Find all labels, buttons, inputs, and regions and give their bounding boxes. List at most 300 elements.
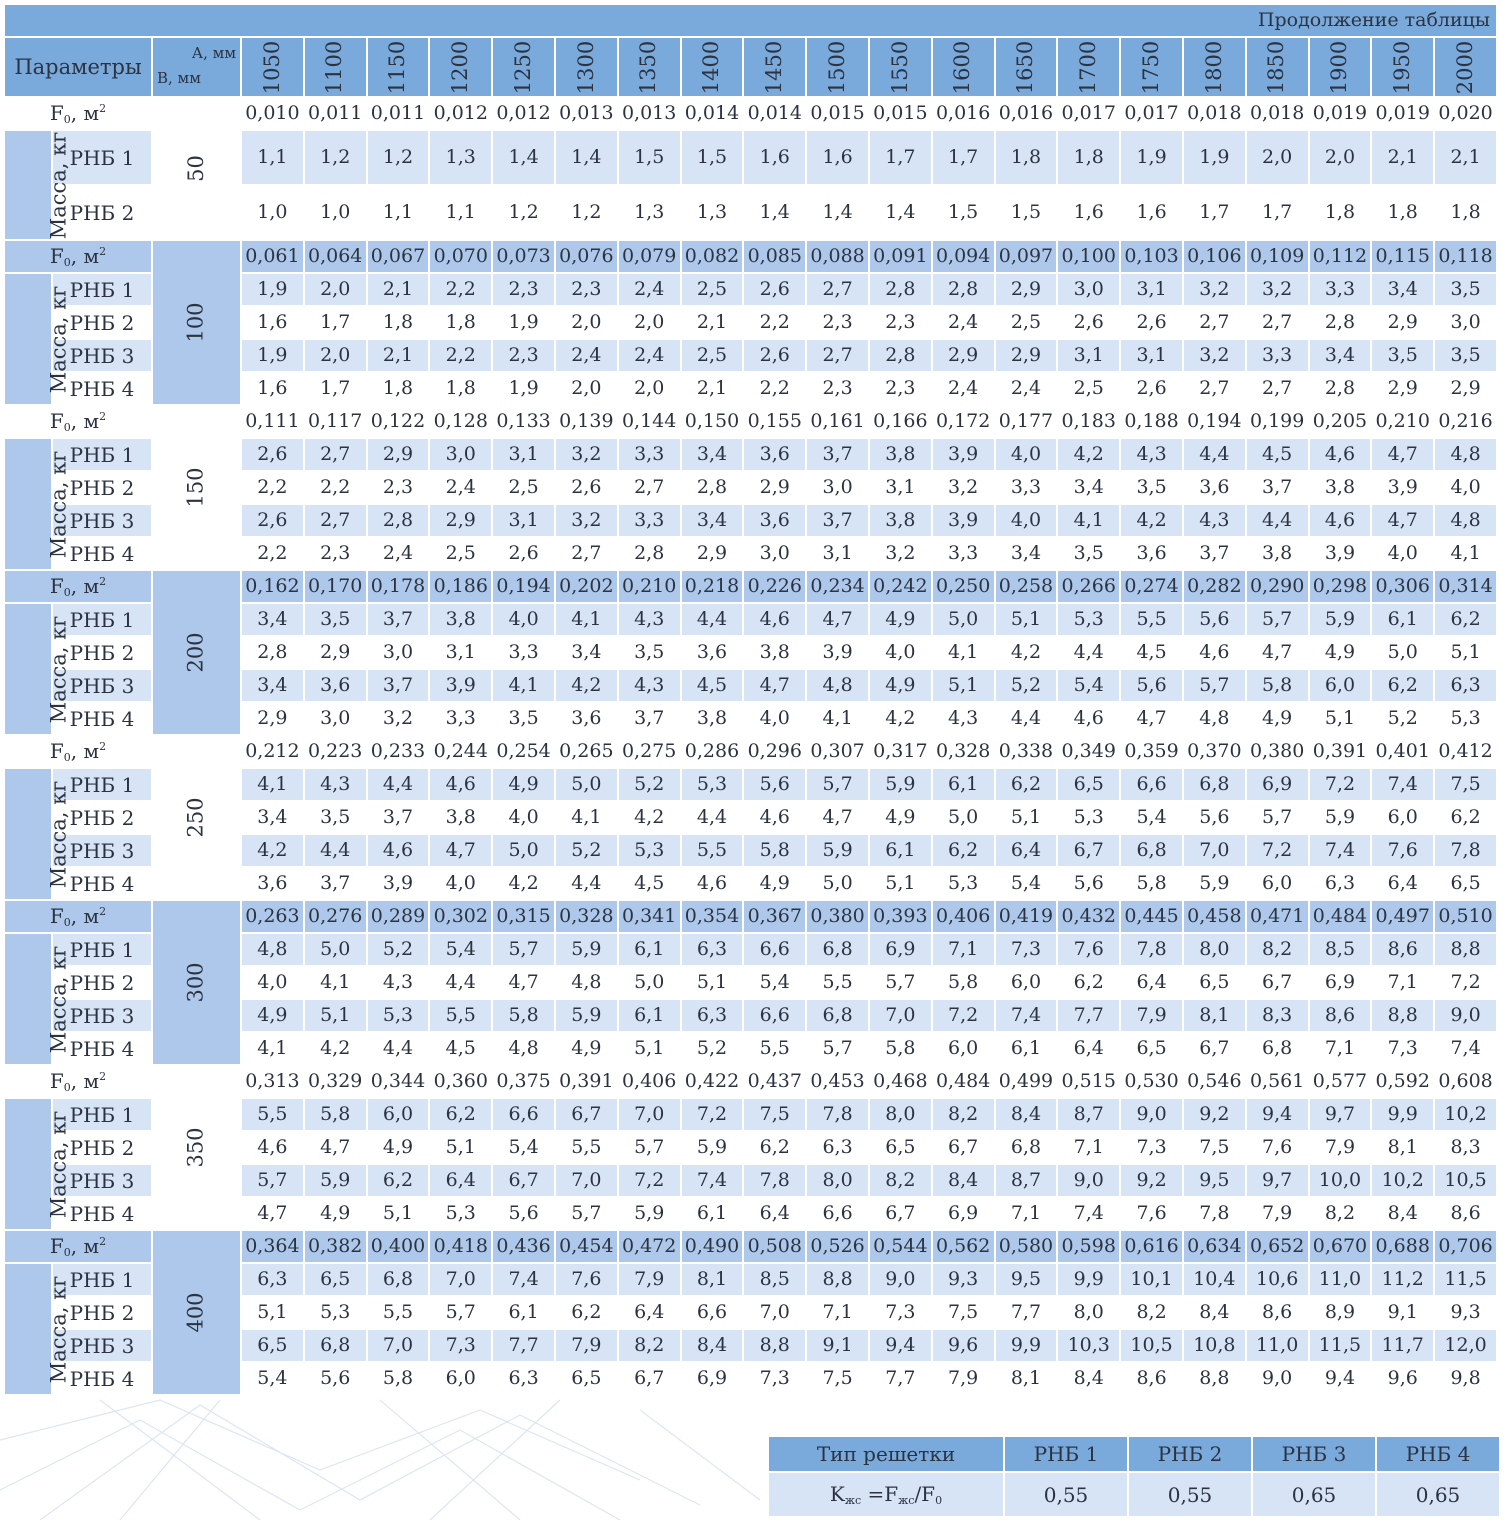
f0-unit: , м <box>70 243 100 268</box>
mass-value: 8,8 <box>1434 933 1497 966</box>
mass-value: 3,0 <box>1434 306 1497 339</box>
mass-label: Масса, кг <box>46 615 71 723</box>
mass-value: 1,5 <box>618 130 681 185</box>
mass-value: 4,0 <box>492 603 555 636</box>
mass-value: 7,5 <box>743 1098 806 1131</box>
mass-value: 8,4 <box>995 1098 1058 1131</box>
a-value-header <box>743 37 806 97</box>
mass-value: 8,4 <box>1057 1362 1120 1395</box>
f0-value: 0,139 <box>555 405 618 438</box>
mass-value: 3,7 <box>806 504 869 537</box>
a-value-header <box>1309 37 1372 97</box>
mass-value: 2,0 <box>555 372 618 405</box>
mass-value: 2,6 <box>555 471 618 504</box>
mass-value: 5,1 <box>995 603 1058 636</box>
mass-value: 7,1 <box>806 1296 869 1329</box>
f0-unit: , м <box>70 408 100 433</box>
mass-value: 3,0 <box>367 636 430 669</box>
mass-value: 4,8 <box>1183 702 1246 735</box>
mass-value: 5,9 <box>304 1164 367 1197</box>
mass-value: 4,0 <box>1434 471 1497 504</box>
f0-value: 0,634 <box>1183 1230 1246 1263</box>
mass-value: 1,4 <box>869 185 932 240</box>
mass-value: 2,2 <box>241 471 304 504</box>
mass-value: 3,0 <box>304 702 367 735</box>
mass-value: 4,7 <box>806 603 869 636</box>
a-value-label: 1400 <box>699 40 724 94</box>
f0-row <box>4 900 1497 933</box>
mass-value: 6,5 <box>241 1329 304 1362</box>
mass-value: 5,7 <box>555 1197 618 1230</box>
mass-value: 1,1 <box>429 185 492 240</box>
a-value-header <box>1057 37 1120 97</box>
mass-value: 6,2 <box>743 1131 806 1164</box>
f0-value: 0,076 <box>555 240 618 273</box>
mass-value: 3,3 <box>1309 273 1372 306</box>
f0-value: 0,011 <box>367 97 430 130</box>
mass-value: 5,4 <box>241 1362 304 1395</box>
mass-value: 3,4 <box>1057 471 1120 504</box>
mass-value: 2,0 <box>304 273 367 306</box>
mass-value: 4,7 <box>1371 438 1434 471</box>
mass-value: 2,7 <box>806 273 869 306</box>
mass-value: 5,6 <box>1183 603 1246 636</box>
mass-value: 8,0 <box>1183 933 1246 966</box>
mass-value: 9,2 <box>1120 1164 1183 1197</box>
f0-value: 0,592 <box>1371 1065 1434 1098</box>
mass-value: 1,3 <box>429 130 492 185</box>
f0-subscript: 0 <box>63 1245 71 1259</box>
f0-symbol: F <box>49 903 64 928</box>
mass-value: 5,6 <box>743 768 806 801</box>
mass-value: 5,0 <box>304 933 367 966</box>
mass-value: 6,2 <box>995 768 1058 801</box>
coefficient-value: 0,55 <box>1128 1472 1252 1517</box>
mass-value: 3,5 <box>1371 339 1434 372</box>
mass-value: 5,7 <box>806 1032 869 1065</box>
f0-value: 0,233 <box>367 735 430 768</box>
b-value-label: 300 <box>184 962 208 1003</box>
mass-value: 9,1 <box>806 1329 869 1362</box>
mass-value: 7,6 <box>1057 933 1120 966</box>
mass-value: 4,5 <box>1120 636 1183 669</box>
mass-value: 6,4 <box>618 1296 681 1329</box>
f0-value: 0,314 <box>1434 570 1497 603</box>
mass-value: 2,4 <box>618 339 681 372</box>
f0-value: 0,117 <box>304 405 367 438</box>
mass-value: 3,1 <box>492 504 555 537</box>
mass-value: 6,5 <box>555 1362 618 1395</box>
mass-value: 2,9 <box>1434 372 1497 405</box>
mass-value: 4,0 <box>492 801 555 834</box>
mass-value: 5,1 <box>618 1032 681 1065</box>
f0-value: 0,133 <box>492 405 555 438</box>
mass-value: 1,5 <box>932 185 995 240</box>
mass-value: 4,6 <box>1309 438 1372 471</box>
grille-type-column-header: РНБ 1 <box>1004 1436 1128 1472</box>
grille-type-column-header: РНБ 3 <box>1252 1436 1376 1472</box>
a-value-label: 1700 <box>1076 40 1101 94</box>
mass-value: 2,7 <box>618 471 681 504</box>
f0-superscript: 2 <box>99 904 107 918</box>
mass-value: 7,8 <box>806 1098 869 1131</box>
mass-value: 4,2 <box>492 867 555 900</box>
f0-value: 0,375 <box>492 1065 555 1098</box>
mass-value: 6,4 <box>429 1164 492 1197</box>
f0-value: 0,406 <box>618 1065 681 1098</box>
f0-subscript: 0 <box>63 1080 71 1094</box>
mass-value: 1,9 <box>1183 130 1246 185</box>
mass-value: 6,2 <box>555 1296 618 1329</box>
mass-value: 7,2 <box>1434 966 1497 999</box>
mass-value: 6,5 <box>304 1263 367 1296</box>
f0-value: 0,250 <box>932 570 995 603</box>
f0-value: 0,401 <box>1371 735 1434 768</box>
mass-value: 8,7 <box>995 1164 1058 1197</box>
mass-value: 3,4 <box>555 636 618 669</box>
mass-value: 8,8 <box>743 1329 806 1362</box>
mass-value: 2,4 <box>932 372 995 405</box>
mass-value: 5,9 <box>555 933 618 966</box>
b-value-label: 400 <box>184 1292 208 1333</box>
f0-superscript: 2 <box>99 574 107 588</box>
f0-value: 0,161 <box>806 405 869 438</box>
mass-value: 6,4 <box>1057 1032 1120 1065</box>
mass-value: 5,3 <box>932 867 995 900</box>
f0-value: 0,212 <box>241 735 304 768</box>
mass-value: 5,4 <box>995 867 1058 900</box>
mass-value: 3,6 <box>681 636 744 669</box>
mass-value: 2,3 <box>869 306 932 339</box>
mass-value: 6,8 <box>304 1329 367 1362</box>
mass-value: 1,7 <box>932 130 995 185</box>
f0-value: 0,706 <box>1434 1230 1497 1263</box>
f0-value: 0,608 <box>1434 1065 1497 1098</box>
mass-value: 5,3 <box>1434 702 1497 735</box>
mass-value: 2,5 <box>681 273 744 306</box>
mass-value: 9,3 <box>1434 1296 1497 1329</box>
f0-value: 0,562 <box>932 1230 995 1263</box>
f0-label <box>4 97 152 130</box>
mass-value: 4,1 <box>555 801 618 834</box>
mass-value: 10,4 <box>1183 1263 1246 1296</box>
mass-value: 7,2 <box>1309 768 1372 801</box>
mass-value: 4,4 <box>367 1032 430 1065</box>
mass-value: 8,7 <box>1057 1098 1120 1131</box>
mass-value: 4,3 <box>932 702 995 735</box>
a-value-label: 1150 <box>385 40 410 94</box>
f0-value: 0,188 <box>1120 405 1183 438</box>
mass-value: 3,6 <box>555 702 618 735</box>
f0-value: 0,412 <box>1434 735 1497 768</box>
mass-value: 2,1 <box>1371 130 1434 185</box>
mass-value: 7,9 <box>1309 1131 1372 1164</box>
mass-label-cell <box>4 1263 71 1395</box>
f0-value: 0,155 <box>743 405 806 438</box>
mass-value: 2,8 <box>618 537 681 570</box>
mass-value: 1,7 <box>304 372 367 405</box>
mass-value: 3,8 <box>1246 537 1309 570</box>
mass-value: 5,6 <box>492 1197 555 1230</box>
a-value-label: 1650 <box>1013 40 1038 94</box>
mass-value: 5,0 <box>492 834 555 867</box>
mass-value: 3,2 <box>932 471 995 504</box>
mass-value: 6,4 <box>743 1197 806 1230</box>
a-value-header <box>681 37 744 97</box>
mass-value: 3,3 <box>618 504 681 537</box>
mass-value: 5,3 <box>1057 603 1120 636</box>
mass-value: 3,5 <box>1434 339 1497 372</box>
mass-value: 6,2 <box>1371 669 1434 702</box>
mass-value: 1,3 <box>618 185 681 240</box>
grille-type-label: РНБ 4 <box>52 1362 152 1395</box>
mass-value: 3,1 <box>492 438 555 471</box>
mass-value: 5,6 <box>1183 801 1246 834</box>
mass-value: 3,3 <box>618 438 681 471</box>
f0-value: 0,202 <box>555 570 618 603</box>
mass-value: 8,3 <box>1246 999 1309 1032</box>
mass-value: 3,1 <box>1120 339 1183 372</box>
mass-value: 9,3 <box>932 1263 995 1296</box>
mass-value: 3,9 <box>806 636 869 669</box>
f0-value: 0,419 <box>995 900 1058 933</box>
f0-value: 0,329 <box>304 1065 367 1098</box>
mass-value: 4,7 <box>241 1197 304 1230</box>
grille-type-label: РНБ 3 <box>52 669 152 702</box>
a-value-header <box>1371 37 1434 97</box>
mass-value: 3,8 <box>429 801 492 834</box>
f0-value: 0,360 <box>429 1065 492 1098</box>
mass-value: 4,7 <box>304 1131 367 1164</box>
mass-value: 9,4 <box>869 1329 932 1362</box>
mass-value: 4,2 <box>618 801 681 834</box>
mass-value: 8,9 <box>1309 1296 1372 1329</box>
mass-value: 3,7 <box>1246 471 1309 504</box>
mass-value: 7,3 <box>995 933 1058 966</box>
parameters-header: Параметры <box>4 37 152 97</box>
mass-value: 1,9 <box>492 306 555 339</box>
mass-value: 3,8 <box>869 504 932 537</box>
f0-superscript: 2 <box>99 739 107 753</box>
f0-value: 0,472 <box>618 1230 681 1263</box>
b-value-cell <box>152 405 241 570</box>
grille-type-label: РНБ 4 <box>52 702 152 735</box>
f0-value: 0,561 <box>1246 1065 1309 1098</box>
f0-value: 0,298 <box>1309 570 1372 603</box>
grille-type-label: РНБ 1 <box>52 1098 152 1131</box>
mass-value: 6,8 <box>1183 768 1246 801</box>
f0-row <box>4 570 1497 603</box>
mass-value: 9,9 <box>1371 1098 1434 1131</box>
mass-value: 2,5 <box>1057 372 1120 405</box>
mass-value: 1,7 <box>1246 185 1309 240</box>
mass-value: 6,4 <box>1371 867 1434 900</box>
mass-value: 1,9 <box>492 372 555 405</box>
mass-label-cell <box>4 273 71 405</box>
mass-value: 4,1 <box>241 1032 304 1065</box>
f0-value: 0,274 <box>1120 570 1183 603</box>
f0-value: 0,266 <box>1057 570 1120 603</box>
mass-value: 1,8 <box>367 306 430 339</box>
mass-value: 11,0 <box>1309 1263 1372 1296</box>
f0-value: 0,546 <box>1183 1065 1246 1098</box>
f0-symbol: F <box>49 243 64 268</box>
a-value-label: 1300 <box>573 40 598 94</box>
a-value-header <box>806 37 869 97</box>
f0-label <box>4 1230 152 1263</box>
grille-type-label: РНБ 2 <box>52 636 152 669</box>
mass-label: Масса, кг <box>46 285 71 393</box>
mass-value: 6,8 <box>806 999 869 1032</box>
mass-value: 7,3 <box>429 1329 492 1362</box>
mass-value: 1,2 <box>492 185 555 240</box>
mass-value: 4,9 <box>555 1032 618 1065</box>
mass-value: 8,8 <box>806 1263 869 1296</box>
f0-unit: , м <box>70 738 100 763</box>
f0-symbol: F <box>49 100 64 125</box>
f0-unit: , м <box>70 903 100 928</box>
b-value-label: 250 <box>184 797 208 838</box>
f0-value: 0,484 <box>932 1065 995 1098</box>
mass-value: 7,9 <box>1120 999 1183 1032</box>
f0-value: 0,432 <box>1057 900 1120 933</box>
f0-value: 0,103 <box>1120 240 1183 273</box>
mass-value: 6,9 <box>681 1362 744 1395</box>
mass-value: 5,8 <box>367 1362 430 1395</box>
mass-value: 3,3 <box>492 636 555 669</box>
mass-value: 5,6 <box>304 1362 367 1395</box>
mass-value: 3,2 <box>1183 339 1246 372</box>
mass-value: 7,4 <box>1309 834 1372 867</box>
coefficient-header-row <box>768 1436 1500 1472</box>
mass-value: 5,2 <box>681 1032 744 1065</box>
mass-value: 5,9 <box>1309 801 1372 834</box>
mass-value: 4,7 <box>1120 702 1183 735</box>
f0-value: 0,177 <box>995 405 1058 438</box>
f0-value: 0,199 <box>1246 405 1309 438</box>
mass-value: 2,5 <box>681 339 744 372</box>
a-value-header <box>995 37 1058 97</box>
mass-value: 10,8 <box>1183 1329 1246 1362</box>
f0-value: 0,577 <box>1309 1065 1372 1098</box>
mass-value: 3,8 <box>681 702 744 735</box>
mass-value: 12,0 <box>1434 1329 1497 1362</box>
f0-value: 0,100 <box>1057 240 1120 273</box>
mass-value: 8,1 <box>1371 1131 1434 1164</box>
mass-value: 6,7 <box>1057 834 1120 867</box>
mass-value: 1,1 <box>241 130 304 185</box>
f0-value: 0,226 <box>743 570 806 603</box>
mass-value: 1,7 <box>304 306 367 339</box>
f0-subscript: 0 <box>63 585 71 599</box>
mass-value: 6,2 <box>1057 966 1120 999</box>
mass-value: 4,6 <box>1057 702 1120 735</box>
a-value-header <box>1183 37 1246 97</box>
mass-value: 6,3 <box>1434 669 1497 702</box>
mass-value: 2,9 <box>304 636 367 669</box>
mass-value: 6,5 <box>1057 768 1120 801</box>
mass-value: 10,3 <box>1057 1329 1120 1362</box>
mass-value: 1,4 <box>492 130 555 185</box>
grille-type-label: РНБ 3 <box>52 504 152 537</box>
mass-value: 6,1 <box>932 768 995 801</box>
mass-value: 7,0 <box>1183 834 1246 867</box>
f0-subscript: 0 <box>63 420 71 434</box>
mass-value: 4,0 <box>995 438 1058 471</box>
table-body <box>4 97 1497 1395</box>
mass-value: 7,4 <box>1057 1197 1120 1230</box>
mass-value: 2,3 <box>869 372 932 405</box>
mass-value: 8,2 <box>1246 933 1309 966</box>
mass-value: 7,4 <box>492 1263 555 1296</box>
mass-value: 4,3 <box>618 669 681 702</box>
mass-value: 1,6 <box>743 130 806 185</box>
mass-value: 2,0 <box>555 306 618 339</box>
mass-value: 2,7 <box>806 339 869 372</box>
f0-value: 0,020 <box>1434 97 1497 130</box>
mass-value: 3,5 <box>304 603 367 636</box>
f0-value: 0,258 <box>995 570 1058 603</box>
mass-value: 4,3 <box>1120 438 1183 471</box>
mass-value: 9,7 <box>1309 1098 1372 1131</box>
mass-value: 8,8 <box>1371 999 1434 1032</box>
f0-value: 0,499 <box>995 1065 1058 1098</box>
mass-value: 6,6 <box>743 933 806 966</box>
mass-value: 6,3 <box>681 999 744 1032</box>
f0-value: 0,515 <box>1057 1065 1120 1098</box>
mass-value: 3,2 <box>367 702 430 735</box>
mass-value: 5,4 <box>743 966 806 999</box>
f0-value: 0,544 <box>869 1230 932 1263</box>
mass-value: 4,4 <box>367 768 430 801</box>
mass-value: 2,3 <box>555 273 618 306</box>
b-value-label: 50 <box>183 155 208 182</box>
mass-value: 2,0 <box>618 372 681 405</box>
a-value-label: 2000 <box>1453 40 1478 94</box>
mass-value: 6,3 <box>806 1131 869 1164</box>
mass-value: 5,8 <box>1246 669 1309 702</box>
mass-value: 1,3 <box>681 185 744 240</box>
f0-value: 0,296 <box>743 735 806 768</box>
a-value-label: 1450 <box>762 40 787 94</box>
f0-value: 0,018 <box>1246 97 1309 130</box>
mass-value: 6,4 <box>995 834 1058 867</box>
f0-value: 0,070 <box>429 240 492 273</box>
mass-value: 6,7 <box>618 1362 681 1395</box>
f0-value: 0,014 <box>681 97 744 130</box>
b-value-label: 200 <box>184 632 208 673</box>
mass-value: 10,2 <box>1371 1164 1434 1197</box>
coefficient-table <box>767 1435 1501 1518</box>
mass-value: 10,5 <box>1120 1329 1183 1362</box>
f0-label <box>4 405 152 438</box>
mass-value: 4,2 <box>304 1032 367 1065</box>
grille-type-label: РНБ 1 <box>52 768 152 801</box>
mass-label: Масса, кг <box>46 450 71 558</box>
f0-value: 0,359 <box>1120 735 1183 768</box>
mass-value: 4,3 <box>1183 504 1246 537</box>
mass-value: 2,9 <box>932 339 995 372</box>
mass-value: 3,5 <box>1120 471 1183 504</box>
f0-value: 0,510 <box>1434 900 1497 933</box>
a-value-header <box>869 37 932 97</box>
mass-value: 3,8 <box>429 603 492 636</box>
f0-value: 0,118 <box>1434 240 1497 273</box>
mass-value: 2,6 <box>1120 372 1183 405</box>
grille-type-label: РНБ 3 <box>52 339 152 372</box>
mass-value: 2,6 <box>743 273 806 306</box>
f0-value: 0,508 <box>743 1230 806 1263</box>
